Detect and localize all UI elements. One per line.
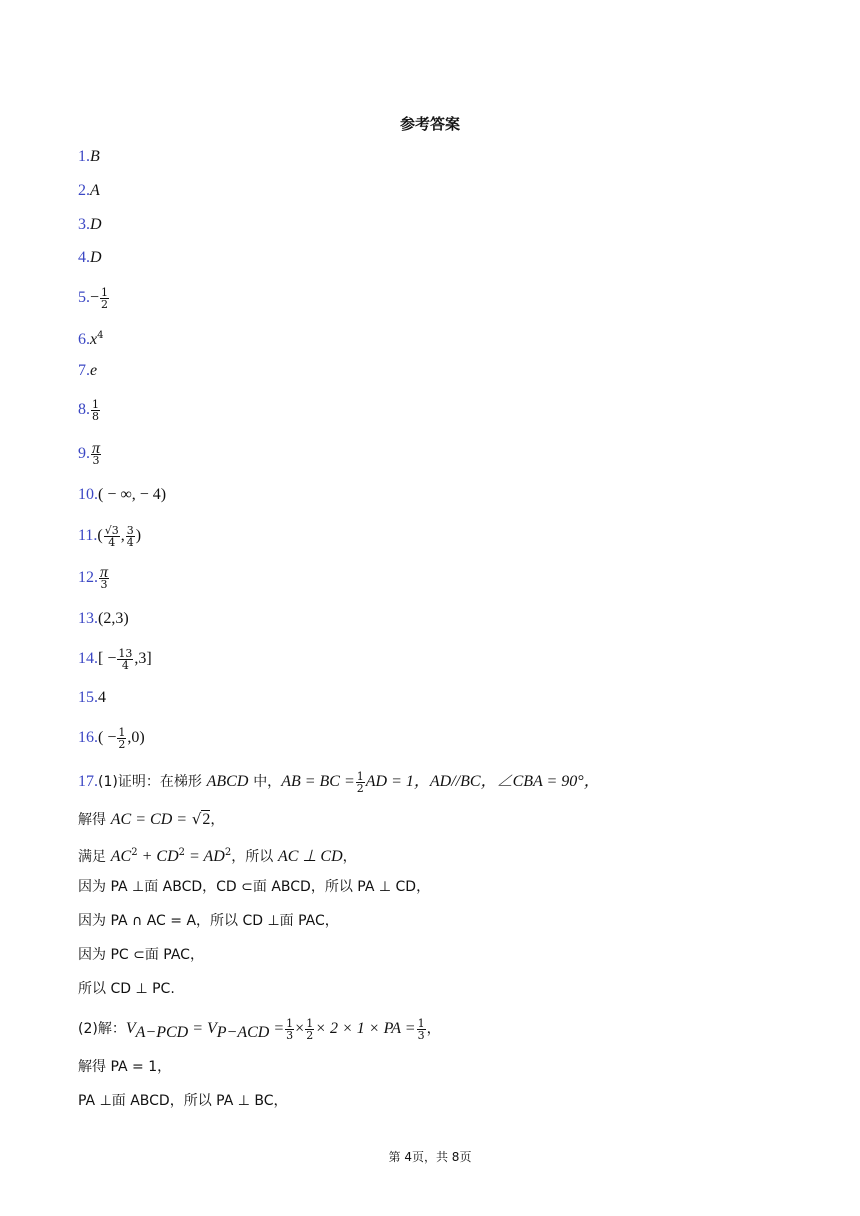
- q17-math: × 2 × 1 × PA =: [315, 1020, 416, 1037]
- answer-12: [78, 563, 110, 591]
- answer-number: 1.: [78, 148, 90, 165]
- q17-line-10: PA ⊥面 ABCD，所以 PA ⊥ BC，: [78, 1093, 288, 1109]
- answer-exponent: 4: [97, 330, 104, 341]
- denominator: 4: [126, 535, 134, 549]
- answer-1: [78, 145, 100, 167]
- numerator: 1: [118, 725, 126, 739]
- q17-text: ，: [342, 849, 357, 865]
- answer-value: (2,3): [98, 610, 129, 627]
- q17-math: V: [125, 1020, 136, 1037]
- q17-line-6: 因为 PC ⊂面 PAC，: [78, 947, 204, 963]
- close-paren: ): [135, 527, 142, 544]
- close-paren: ,0): [127, 729, 145, 746]
- comma: ,: [120, 527, 125, 544]
- q17-text: ，所以: [231, 849, 274, 865]
- q17-exp: 2: [131, 847, 138, 858]
- q17-math: ×: [295, 1020, 305, 1037]
- numerator: 1: [417, 1016, 425, 1030]
- answer-5: [78, 285, 110, 311]
- answer-9: [78, 439, 102, 467]
- answer-base: x: [90, 331, 98, 348]
- answer-fraction-1: [104, 525, 120, 548]
- answer-number: 10.: [78, 486, 98, 503]
- q17-text: 满足: [78, 849, 106, 865]
- q17-math: = AD: [185, 848, 225, 865]
- answer-number: 4.: [78, 249, 90, 266]
- page-title: 参考答案: [399, 115, 460, 133]
- answer-number: 12.: [78, 569, 98, 586]
- denominator: 8: [92, 409, 99, 423]
- numerator: 1: [356, 769, 364, 783]
- q17-text: (1)证明：在梯形: [98, 774, 202, 790]
- q17-line-9: 解得 PA = 1，: [78, 1059, 172, 1075]
- answer-value: B: [90, 148, 100, 165]
- q17-text: (2)解：: [78, 1021, 126, 1037]
- answer-15: [78, 686, 106, 708]
- q17-math: =: [269, 1020, 285, 1037]
- answer-number: 15.: [78, 689, 98, 706]
- q17-text: 解得: [78, 812, 106, 828]
- answer-2: [78, 179, 100, 201]
- answer-value: D: [90, 249, 102, 266]
- answer-fraction-2: [126, 525, 135, 548]
- q17-line-2: 解得 AC = CD = √2，: [78, 810, 225, 828]
- denominator: 2: [306, 1028, 314, 1042]
- q17-subscript: P−ACD: [216, 1024, 270, 1041]
- answer-number: 16.: [78, 729, 98, 746]
- answer-number: 3.: [78, 216, 90, 233]
- q17-text: ，: [426, 1021, 441, 1037]
- answer-number: 8.: [78, 401, 90, 418]
- answer-8: [78, 397, 101, 423]
- answer-value: 4: [98, 689, 106, 706]
- answer-fraction: [91, 399, 100, 422]
- answer-11: [78, 523, 142, 549]
- q17-sqrt: 2: [202, 811, 211, 828]
- answer-10: [78, 483, 166, 505]
- answer-4: [78, 246, 102, 268]
- q17-fraction: [356, 771, 365, 794]
- denominator: 3: [417, 1028, 425, 1042]
- answer-fraction: [117, 648, 133, 671]
- q17-line-5: 因为 PA ∩ AC = A，所以 CD ⊥面 PAC，: [78, 913, 339, 929]
- q17-fraction: [417, 1018, 426, 1041]
- answer-number: 9.: [78, 445, 90, 462]
- q17-math: = V: [188, 1020, 217, 1037]
- q17-text: 中，: [253, 774, 282, 790]
- answer-value: D: [90, 216, 102, 233]
- answer-7: [78, 359, 97, 381]
- numerator: π: [100, 563, 109, 581]
- open-paren: ( −: [98, 729, 117, 746]
- answer-14: [78, 646, 152, 672]
- q17-math: ABCD: [206, 773, 249, 790]
- answer-number: 5.: [78, 289, 90, 306]
- numerator: 13: [118, 646, 133, 660]
- q17-line-1: [78, 769, 600, 795]
- q17-text: ，: [210, 812, 225, 828]
- answer-fraction: [100, 287, 109, 310]
- q17-exp: 2: [224, 847, 232, 858]
- answer-number: 6.: [78, 331, 90, 348]
- q17-line-3: [78, 842, 357, 864]
- q17-fraction: [305, 1018, 314, 1041]
- answer-3: [78, 213, 102, 235]
- open-bracket: [ −: [98, 650, 117, 667]
- close-bracket: ,3]: [134, 650, 152, 667]
- answer-fraction: [99, 563, 109, 591]
- q17-math: AD = 1，AD//BC，∠CBA = 90°，: [365, 773, 600, 790]
- numerator: π: [92, 439, 101, 457]
- denominator: 4: [108, 535, 116, 549]
- q17-subscript: A−PCD: [135, 1024, 189, 1041]
- answer-value: A: [90, 182, 100, 199]
- page-footer: 第 4页，共 8页: [388, 1150, 472, 1164]
- denominator: 2: [118, 737, 126, 751]
- numerator: 1: [101, 285, 109, 299]
- q17-math: AC: [110, 848, 132, 865]
- denominator: 3: [100, 577, 108, 591]
- answer-sign: −: [90, 289, 100, 306]
- answer-number: 14.: [78, 650, 98, 667]
- q17-math: AB = BC =: [281, 773, 355, 790]
- numerator: 3: [126, 523, 134, 537]
- q17-line-4: 因为 PA ⊥面 ABCD，CD ⊂面 ABCD，所以 PA ⊥ CD，: [78, 879, 431, 895]
- answer-value: ( − ∞, − 4): [98, 486, 167, 503]
- denominator: 3: [286, 1028, 294, 1042]
- q17-math: AC ⊥ CD: [278, 848, 343, 865]
- numerator: 1: [306, 1016, 314, 1030]
- q17-exp: 2: [178, 847, 186, 858]
- denominator: 2: [101, 297, 109, 311]
- numerator: 1: [92, 397, 99, 411]
- numerator: √3: [104, 523, 119, 537]
- answer-number: 2.: [78, 182, 90, 199]
- numerator: 1: [286, 1016, 294, 1030]
- open-paren: (: [97, 527, 103, 544]
- answer-6: [78, 325, 103, 347]
- q17-fraction: [285, 1018, 294, 1041]
- q17-line-8: [78, 1016, 441, 1042]
- denominator: 3: [92, 453, 100, 467]
- answer-number: 13.: [78, 610, 98, 627]
- answer-fraction: [91, 439, 101, 467]
- answer-fraction: [117, 727, 126, 750]
- answer-number: 17.: [78, 773, 98, 790]
- denominator: 2: [356, 781, 364, 795]
- answer-value: e: [90, 362, 98, 379]
- answer-number: 7.: [78, 362, 90, 379]
- answer-16: [78, 725, 145, 751]
- q17-math: AC = CD =: [110, 811, 188, 828]
- answer-number: 11.: [78, 527, 98, 544]
- q17-math: + CD: [137, 848, 179, 865]
- q17-line-7: 所以 CD ⊥ PC.: [78, 981, 175, 997]
- denominator: 4: [121, 658, 129, 672]
- answer-13: [78, 607, 129, 629]
